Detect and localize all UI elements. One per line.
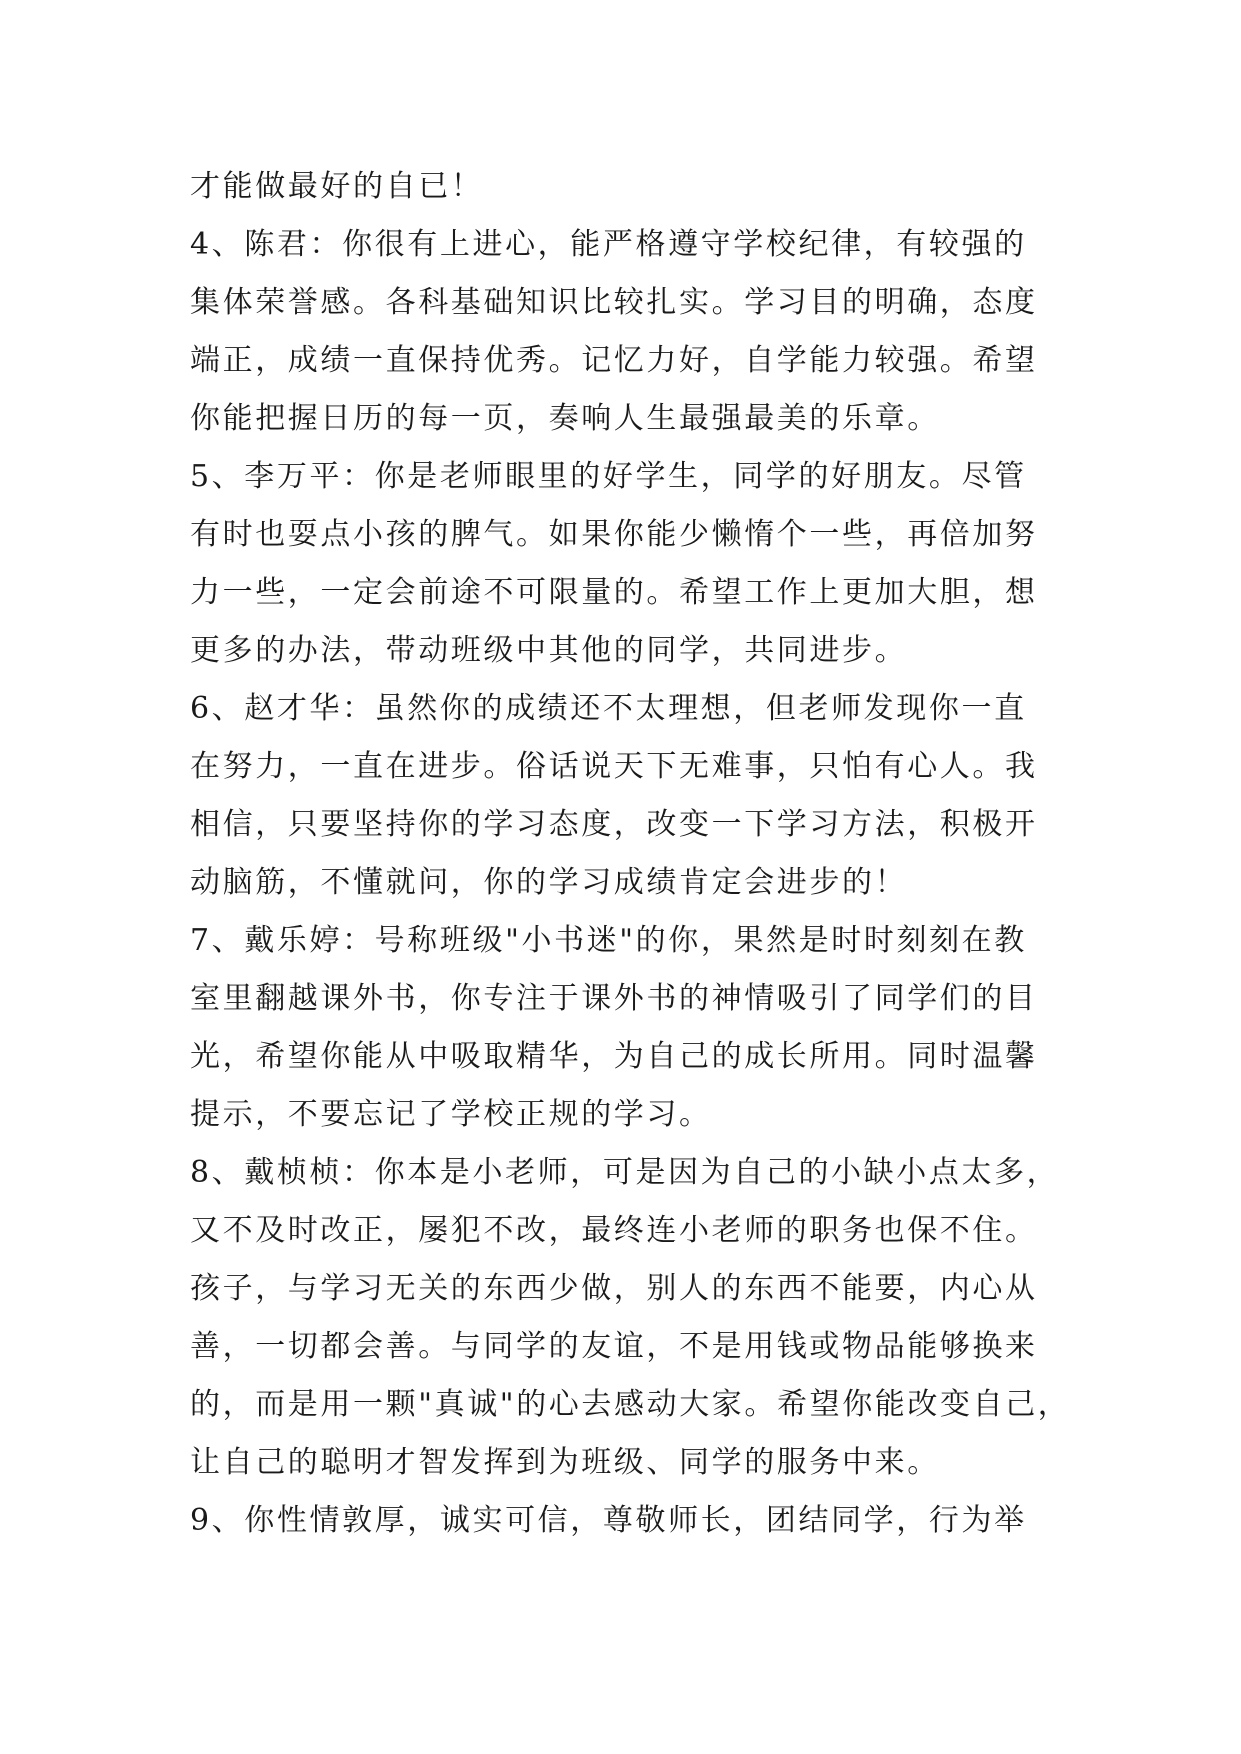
text-line: 孩子，与学习无关的东西少做，别人的东西不能要，内心从: [190, 1271, 1038, 1306]
text-line: 5、李万平：你是老师眼里的好学生，同学的好朋友。尽管: [190, 459, 1027, 494]
text-line: 端正，成绩一直保持优秀。记忆力好，自学能力较强。希望: [190, 343, 1038, 378]
text-line: 力一些，一定会前途不可限量的。希望工作上更加大胆，想: [190, 575, 1038, 610]
text-line: 集体荣誉感。各科基础知识比较扎实。学习目的明确，态度: [190, 285, 1038, 320]
text-line: 善，一切都会善。与同学的友谊，不是用钱或物品能够换来: [190, 1329, 1038, 1364]
text-line: 又不及时改正，屡犯不改，最终连小老师的职务也保不住。: [190, 1213, 1038, 1248]
text-line: 7、戴乐婷：号称班级"小书迷"的你，果然是时时刻刻在教: [190, 923, 1027, 958]
text-line: 有时也耍点小孩的脾气。如果你能少懒惰个一些，再倍加努: [190, 517, 1038, 552]
text-line: 让自己的聪明才智发挥到为班级、同学的服务中来。: [190, 1445, 940, 1480]
text-line: 8、戴桢桢：你本是小老师，可是因为自己的小缺小点太多，: [190, 1155, 1060, 1190]
text-line: 光，希望你能从中吸取精华，为自己的成长所用。同时温馨: [190, 1039, 1038, 1074]
text-line: 才能做最好的自已！: [190, 169, 484, 204]
text-line: 更多的办法，带动班级中其他的同学，共同进步。: [190, 633, 908, 668]
text-line: 4、陈君：你很有上进心，能严格遵守学校纪律，有较强的: [190, 227, 1027, 262]
text-line: 室里翻越课外书，你专注于课外书的神情吸引了同学们的目: [190, 981, 1038, 1016]
text-line: 的，而是用一颗"真诚"的心去感动大家。希望你能改变自己，: [190, 1387, 1071, 1422]
text-line: 在努力，一直在进步。俗话说天下无难事，只怕有心人。我: [190, 749, 1038, 784]
text-line: 你能把握日历的每一页，奏响人生最强最美的乐章。: [190, 401, 940, 436]
text-line: 相信，只要坚持你的学习态度，改变一下学习方法，积极开: [190, 807, 1038, 842]
document-body: [190, 158, 1070, 1550]
text-line: 6、赵才华：虽然你的成绩还不太理想，但老师发现你一直: [190, 691, 1027, 726]
text-line: 提示，不要忘记了学校正规的学习。: [190, 1097, 712, 1132]
text-line: 9、你性情敦厚，诚实可信，尊敬师长，团结同学，行为举: [190, 1503, 1027, 1538]
text-line: 动脑筋，不懂就问，你的学习成绩肯定会进步的！: [190, 865, 908, 900]
